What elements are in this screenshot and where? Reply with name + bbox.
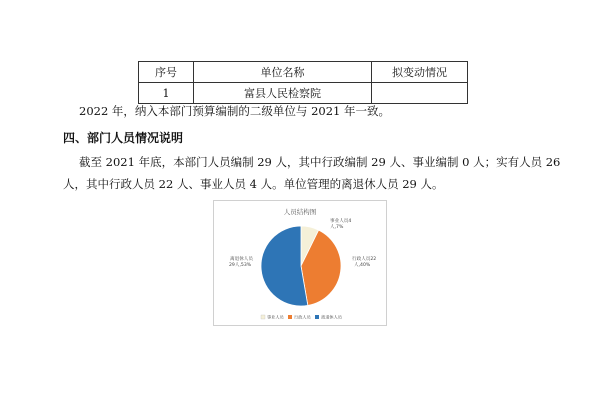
chart-legend xyxy=(261,314,343,321)
table-header-cell: 拟变动情况 xyxy=(372,62,468,83)
data-label-slice3-line1: 离退休人员 xyxy=(230,257,253,262)
table-header-cell: 单位名称 xyxy=(194,62,372,83)
paragraph-staff-line2: 人，其中行政人员 22 人、事业人员 4 人。单位管理的离退休人员 29 人。 xyxy=(63,177,444,191)
pie-chart-svg xyxy=(214,201,386,325)
table-cell: 1 xyxy=(139,83,194,104)
chart-title: 人员结构图 xyxy=(283,208,317,216)
legend-swatch-xingzheng xyxy=(288,315,292,319)
data-label-slice2-line2: 人,40% xyxy=(354,263,371,268)
legend-label: 行政人员 xyxy=(294,314,311,320)
data-label-slice1-line2: 人,7% xyxy=(330,225,344,230)
table-header-row xyxy=(139,62,468,83)
data-label-slice3-line2: 29人,53% xyxy=(229,263,252,268)
legend-swatch-shiye xyxy=(261,315,265,319)
data-label-slice2-line1: 行政人员22 xyxy=(352,257,377,262)
staff-structure-pie-chart xyxy=(213,200,387,326)
legend-label: 离退休人员 xyxy=(321,314,342,320)
section-heading: 四、部门人员情况说明 xyxy=(63,131,184,145)
data-label-slice1-line1: 事业人员4 xyxy=(330,219,352,224)
paragraph-budget-units: 2022 年，纳入本部门预算编制的二级单位与 2021 年一致。 xyxy=(79,104,390,118)
legend-label: 事业人员 xyxy=(267,314,284,320)
unit-change-table xyxy=(138,61,468,104)
table-header-cell: 序号 xyxy=(139,62,194,83)
paragraph-staff-line1: 截至 2021 年底，本部门人员编制 29 人，其中行政编制 29 人、事业编制 0 人；实有人员 26 xyxy=(79,155,561,169)
pie-slices xyxy=(261,226,341,306)
table-cell: 富县人民检察院 xyxy=(194,83,372,104)
legend-swatch-lituixiu xyxy=(315,315,319,319)
pie-slice-3 xyxy=(261,226,308,306)
